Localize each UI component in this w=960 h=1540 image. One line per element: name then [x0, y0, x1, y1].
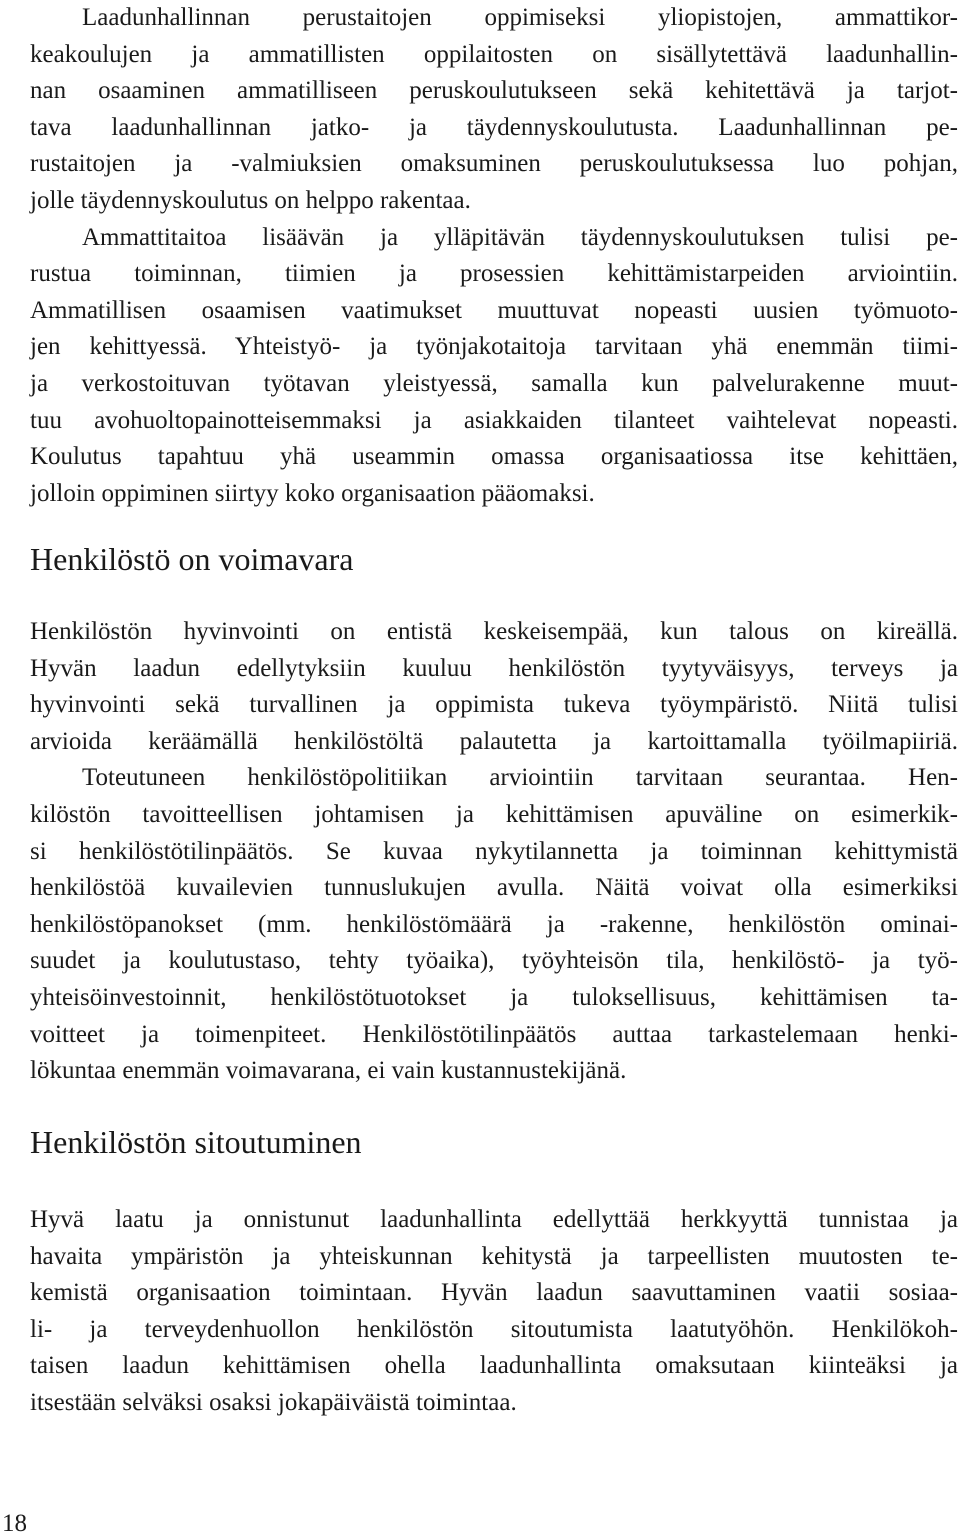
text-line: jolloin oppiminen siirtyy koko organisaation pääomaksi. — [30, 479, 595, 507]
text-line: li- ja terveydenhuollon henkilöstön sitoutumista laatutyöhön. Henkilökoh- — [30, 1315, 958, 1343]
text-line: Ammatillisen osaamisen vaatimukset muuttuvat nopeasti uusien työmuoto- — [30, 296, 958, 324]
text-line: tava laadunhallinnan jatko- ja täydennyskoulutusta. Laadunhallinnan pe- — [30, 113, 958, 141]
text-line: hyvinvointi sekä turvallinen ja oppimista tukeva työympäristö. Niitä tulisi — [30, 691, 958, 719]
text-line: jen kehittyessä. Yhteistyö- ja työnjakotaitoja tarvitaan yhä enemmän tiimi- — [30, 333, 958, 361]
text-line: itsestään selväksi osaksi jokapäiväistä toimintaa. — [30, 1388, 517, 1416]
text-line: Toteutuneen henkilöstöpolitiikan arviointiin tarvitaan seurantaa. Hen- — [82, 764, 958, 792]
text-line: suudet ja koulutustaso, tehty työaika), työyhteisön tila, henkilöstö- ja työ- — [30, 947, 958, 975]
text-line: henkilöstöä kuvailevien tunnuslukujen avulla. Näitä voivat olla esimerkiksi — [30, 874, 958, 902]
text-line: keakoulujen ja ammatillisten oppilaitosten on sisällytettävä laadunhallin- — [30, 40, 958, 68]
text-line: henkilöstöpanokset (mm. henkilöstömäärä ja -rakenne, henkilöstön ominai- — [30, 910, 958, 938]
text-line: si henkilöstötilinpäätös. Se kuvaa nykytilannetta ja toiminnan kehittymistä — [30, 837, 958, 865]
text-line: kemistä organisaation toimintaan. Hyvän laadun saavuttaminen vaatii sosiaa- — [30, 1279, 958, 1307]
text-line: tuu avohuoltopainotteisemmaksi ja asiakkaiden tilanteet vaihtelevat nopeasti. — [30, 406, 958, 434]
text-line: Hyvän laadun edellytyksiin kuuluu henkilöstön tyytyväisyys, terveys ja — [30, 654, 958, 682]
text-line: jolle täydennyskoulutus on helppo rakentaa. — [30, 186, 471, 214]
text-line: havaita ympäristön ja yhteiskunnan kehitystä ja tarpeellisten muutosten te- — [30, 1242, 958, 1270]
text-line: taisen laadun kehittämisen ohella laadunhallinta omaksutaan kiinteäksi ja — [30, 1352, 958, 1380]
text-line: Henkilöstön hyvinvointi on entistä keskeisempää, kun talous on kireällä. — [30, 618, 958, 645]
section-heading: Henkilöstön sitoutuminen — [30, 1124, 362, 1160]
text-line: kilöstön tavoitteellisen johtamisen ja kehittämisen apuväline on esimerkik- — [30, 800, 958, 828]
text-line: ja verkostoituvan työtavan yleistyessä, samalla kun palvelurakenne muut- — [30, 369, 958, 397]
section-heading: Henkilöstö on voimavara — [30, 541, 354, 577]
paragraph-block-1 — [30, 0, 958, 512]
text-line: Koulutus tapahtuu yhä useammin omassa organisaatiossa itse kehittäen, — [30, 443, 958, 471]
text-line: arvioida keräämällä henkilöstöltä palautetta ja kartoittamalla työilmapiiriä. — [30, 727, 958, 755]
page-number: 18 — [2, 1510, 27, 1537]
text-line: Ammattitaitoa lisäävän ja ylläpitävän täydennyskoulutuksen tulisi pe- — [82, 223, 958, 251]
text-line: nan osaaminen ammatilliseen peruskoulutukseen sekä kehitettävä ja tarjot- — [30, 77, 958, 105]
text-line: rustaitojen ja -valmiuksien omaksuminen peruskoulutuksessa luo pohjan, — [30, 150, 958, 178]
paragraph-block-2 — [30, 614, 958, 1090]
text-line: rustua toiminnan, tiimien ja prosessien kehittämistarpeiden arviointiin. — [30, 260, 958, 288]
text-line: Laadunhallinnan perustaitojen oppimiseksi yliopistojen, ammattikor- — [82, 4, 958, 31]
paragraph-block-3 — [30, 1202, 958, 1422]
text-line: Hyvä laatu ja onnistunut laadunhallinta edellyttää herkkyyttä tunnistaa ja — [30, 1206, 958, 1233]
text-line: voitteet ja toimenpiteet. Henkilöstötilinpäätös auttaa tarkastelemaan henki- — [30, 1020, 958, 1048]
text-line: yhteisöinvestoinnit, henkilöstötuotokset ja tuloksellisuus, kehittämisen ta- — [30, 983, 958, 1011]
text-line: lökuntaa enemmän voimavarana, ei vain kustannustekijänä. — [30, 1057, 627, 1085]
